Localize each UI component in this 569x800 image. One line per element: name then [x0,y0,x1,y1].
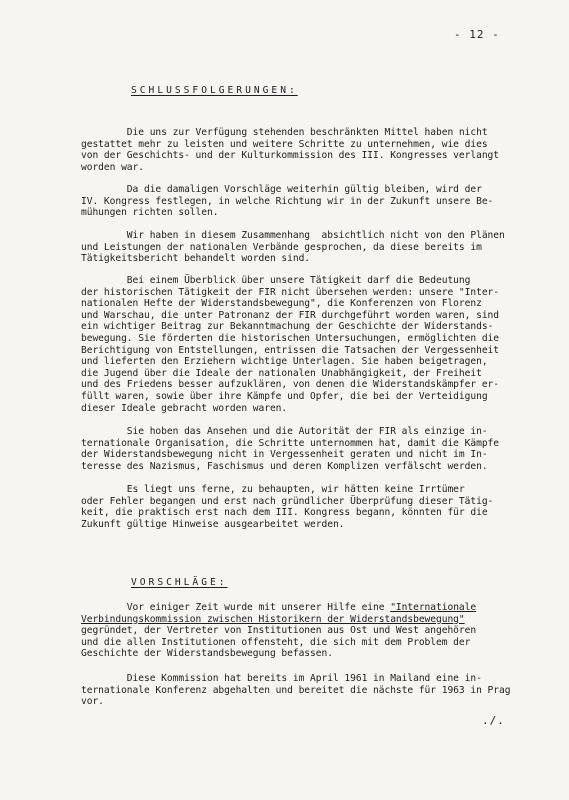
text-line: Tätigkeitsbericht behandelt worden sind. [81,253,311,265]
text-line: Wir haben in diesem Zusammenhang absichtlich nicht von den Plänen [81,230,505,241]
text-line: füllt waren, sowie über ihre Kämpfe und Opfer, die bei der Verteidigung [81,390,488,402]
text-line: worden war. [81,161,144,173]
text-line: Bei einem Überblick über unsere Tätigkeit darf die Bedeutung [81,275,471,286]
text-line: und die allen Institutionen offensteht, die sich mit dem Problem der [81,636,471,648]
paragraph-8 [81,673,511,708]
text-line: mühungen richten sollen. [81,207,219,219]
text-line: die Jugend über die Ideale der nationalen Unabhängigkeit, der Freiheit [81,367,482,379]
text-line [81,614,511,626]
text-line: ternationale Organisation, die Schritte unternommen hat, damit die Kämpfe [81,437,499,449]
commission-name-underlined: Verbindungskommission zwischen Historikern der Widerstandsbewegung" [81,613,465,625]
text-line: von der Geschichts- und der Kulturkommission des III. Kongresses verlangt [81,150,499,162]
text-line [81,602,511,614]
text-segment: Vor einiger Zeit wurde mit unserer Hilfe eine [81,602,391,613]
paragraph-2 [81,184,511,219]
page-number: - 12 - [454,28,500,41]
text-line: Geschichte der Widerstandsbewegung befassen. [81,648,333,660]
text-line: Die uns zur Verfügung stehenden beschränkten Mittel haben nicht [81,127,488,138]
text-line: Zukunft gültige Hinweise ausgearbeitet werden. [81,518,345,530]
text-line: und Warschau, die unter Patronanz der FIR durchgeführt worden waren, sind [81,309,499,321]
text-line: Sie hoben das Ansehen und die Autorität der FIR als einzige in- [81,426,488,437]
text-line: gestattet mehr zu leisten und weitere Schritte zu unternehmen, wie dies [81,138,488,150]
text-line: Da die damaligen Vorschläge weiterhin gültig bleiben, wird der [81,184,482,195]
heading-conclusions: SCHLUSSFOLGERUNGEN: [131,85,298,96]
text-line: Es liegt uns ferne, zu behaupten, wir hätten keine Irrtümer [81,484,465,495]
paragraph-6 [81,484,511,530]
text-line: teresse des Nazismus, Faschismus und deren Komplizen verfälscht werden. [81,460,488,472]
text-line: Berichtigung von Entstellungen, entrissen die Tatsachen der Vergessenheit [81,344,499,356]
text-line: oder Fehler begangen und erst nach gründlicher Überprüfung dieser Tätig- [81,495,494,507]
text-line: der Widerstandsbewegung nicht in Vergessenheit geraten und nicht im In- [81,449,488,461]
continuation-mark: ./. [482,714,505,727]
text-line: und Leistungen der nationalen Verbände gesprochen, da diese bereits im [81,241,482,253]
paragraph-5 [81,426,511,472]
text-line: vor. [81,696,104,708]
text-line: Diese Kommission hat bereits im April 1961 in Mailand eine in- [81,673,482,684]
text-line: dieser Ideale gebracht worden waren. [81,402,288,414]
paragraph-3 [81,230,511,265]
paragraph-4 [81,275,511,414]
text-line: IV. Kongress festlegen, in welche Richtung wir in der Zukunft unsere Be- [81,195,494,207]
paragraph-1 [81,127,511,173]
text-line: keit, die praktisch erst nach dem III. Kongress begann, könnten für die [81,507,488,519]
commission-name-underlined: "Internationale [390,602,477,613]
text-line: bewegung. Sie förderten die historischen Untersuchungen, ermöglichten die [81,332,499,344]
text-line: und lieferten den Erziehern wichtige Unterlagen. Sie haben beigetragen, [81,356,488,368]
text-line: ein wichtiger Beitrag zur Bekanntmachung der Geschichte der Widerstands- [81,321,494,333]
text-line: gegründet, der Vertreter von Institutionen aus Ost und West angehören [81,625,477,637]
paragraph-7 [81,602,511,660]
text-line: der historischen Tätigkeit der FIR nicht übersehen werden: unsere "Inter- [81,286,499,298]
text-line: ternationale Konferenz abgehalten und bereitet die nächste für 1963 in Prag [81,684,511,696]
text-line: und des Friedens besser aufzuklären, von denen die Widerstandskämpfer er- [81,379,499,391]
heading-proposals: VORSCHLÄGE: [131,577,228,588]
text-line: nationalen Hefte der Widerstandsbewegung", die Konferenzen von Florenz [81,298,482,310]
